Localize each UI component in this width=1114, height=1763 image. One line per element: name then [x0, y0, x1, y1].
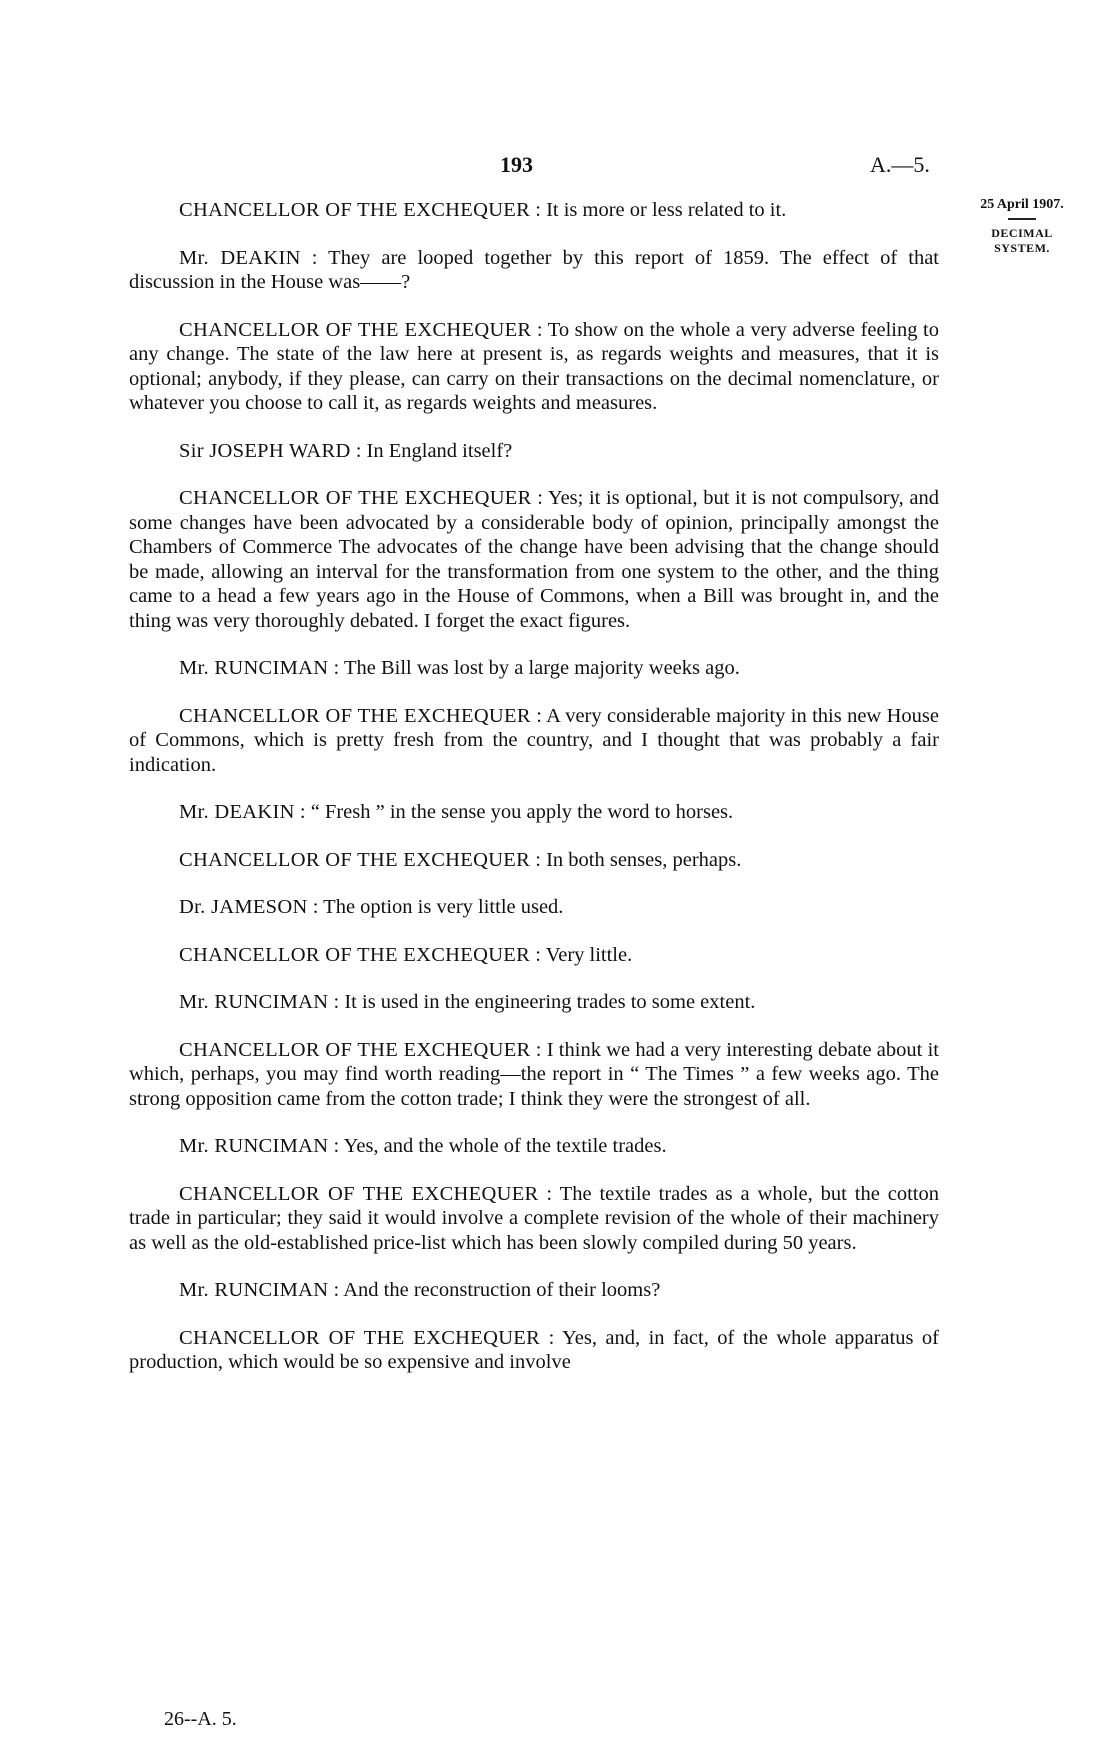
speech-text: A very considerable majority in this new House of Commons, which is pretty fresh from the country, and I thought that was probably a fair indication. — [129, 704, 939, 776]
speaker-name: Sir JOSEPH WARD — [179, 439, 351, 462]
speaker-name: Dr. JAMESON — [179, 896, 308, 918]
speaker-name: Mr. DEAKIN — [179, 801, 295, 823]
paragraph: CHANCELLOR OF THE EXCHEQUER : Yes, and, in fact, of the whole apparatus of production, which would be so expensive and involve — [129, 1326, 939, 1373]
margin-note — [952, 196, 1092, 256]
transcript-body — [129, 198, 939, 1375]
speaker-name: CHANCELLOR OF THE EXCHEQUER — [179, 318, 532, 341]
speech-text: In both senses, perhaps. — [546, 848, 742, 871]
printer-signature: 26--A. 5. — [164, 1708, 237, 1730]
speech-text: “ Fresh ” in the sense you apply the word to horses. — [310, 801, 734, 823]
speech-text: In England itself? — [366, 439, 513, 462]
paragraph: CHANCELLOR OF THE EXCHEQUER : A very considerable majority in this new House of Commons, which is pretty fresh from the country, and I thought that was probably a fair indication. — [129, 704, 939, 776]
speaker-name: CHANCELLOR OF THE EXCHEQUER — [179, 1326, 541, 1349]
speech-text: They are looped together by this report of 1859. The effect of that discussion in the House was——? — [129, 246, 940, 293]
speech-text: And the reconstruction of their looms? — [343, 1279, 661, 1301]
paragraph: CHANCELLOR OF THE EXCHEQUER : It is more or less related to it. — [179, 199, 787, 221]
speaker-name: CHANCELLOR OF THE EXCHEQUER — [179, 704, 531, 727]
margin-topic — [952, 226, 1092, 256]
paragraph: Mr. DEAKIN : “ Fresh ” in the sense you apply the word to horses. — [179, 801, 734, 823]
page-number: 193 — [500, 152, 533, 177]
margin-topic-line2: SYSTEM. — [994, 240, 1050, 255]
speech-text: The Bill was lost by a large majority weeks ago. — [343, 657, 740, 679]
speaker-name: CHANCELLOR OF THE EXCHEQUER — [179, 943, 531, 966]
speech-text: The textile trades as a whole, but the cotton trade in particular; they said it would involve a complete revision of the whole of their machinery as well as the old-established price-list which has been slowly compiled during 50 years. — [129, 1182, 939, 1254]
paragraph: CHANCELLOR OF THE EXCHEQUER : Yes; it is optional, but it is not compulsory, and some changes have been advocated by a considerable body of opinion, principally amongst the Chambers of Commerce The advocates of the change have been advising that the change should be made, allowing an interval for the transformation from one system to the other, and the thing came to a head a few years ago in the House of Commons, when a Bill was brought in, and the thing was very thoroughly debated. I forget the exact figures. — [129, 487, 939, 632]
speaker-name: CHANCELLOR OF THE EXCHEQUER — [179, 487, 532, 509]
speech-text: Yes; it is optional, but it is not compulsory, and some changes have been advocated by a considerable body of opinion, principally amongst the Chambers of Commerce The advocates of the change have been advising that the change should be made, allowing an interval for the transformation from one system to the other, and the thing came to a head a few years ago in the House of Commons, when a Bill was brought in, and the thing was very thoroughly debated. I forget the exact figures. — [129, 487, 939, 632]
speaker-name: CHANCELLOR OF THE EXCHEQUER — [179, 1182, 539, 1205]
speech-text: Yes, and the whole of the textile trades. — [343, 1135, 667, 1157]
paragraph: CHANCELLOR OF THE EXCHEQUER : Very little. — [179, 943, 633, 966]
paragraph: Mr. RUNCIMAN : The Bill was lost by a large majority weeks ago. — [179, 657, 740, 679]
paragraph: Mr. RUNCIMAN : And the reconstruction of their looms? — [179, 1279, 661, 1301]
margin-date: 25 April 1907. — [980, 197, 1064, 212]
speaker-name: Mr. RUNCIMAN — [179, 657, 329, 679]
speaker-name: CHANCELLOR OF THE EXCHEQUER — [179, 199, 531, 221]
speech-text: It is more or less related to it. — [546, 199, 787, 221]
speech-text: Very little. — [545, 943, 633, 966]
speech-text: I think we had a very interesting debate about it which, perhaps, you may find worth reading—the report in “ The Times ” a few weeks ago. The strong opposition came from the cotton trade; I think they were the strongest of all. — [129, 1038, 939, 1110]
paragraph: CHANCELLOR OF THE EXCHEQUER : In both senses, perhaps. — [179, 848, 742, 871]
speaker-name: CHANCELLOR OF THE EXCHEQUER — [179, 1038, 531, 1061]
speaker-name: Mr. DEAKIN — [179, 246, 301, 269]
paragraph: CHANCELLOR OF THE EXCHEQUER : To show on the whole a very adverse feeling to any change. The state of the law here at present is, as regards weights and measures, that it is optional; anybody, if they please, can carry on their transactions on the decimal nomenclature, or whatever you choose to call it, as regards weights and measures. — [129, 318, 939, 414]
speaker-name: Mr. RUNCIMAN — [179, 1135, 329, 1157]
speaker-name: Mr. RUNCIMAN — [179, 1279, 329, 1301]
series-code: A.—5. — [870, 152, 930, 177]
speech-text: Yes, and, in fact, of the whole apparatus of production, which would be so expensive and involve — [129, 1326, 939, 1373]
paragraph: CHANCELLOR OF THE EXCHEQUER : The textile trades as a whole, but the cotton trade in particular; they said it would involve a complete revision of the whole of their machinery as well as the old-established price-list which has been slowly compiled during 50 years. — [129, 1182, 939, 1254]
paragraph: Mr. RUNCIMAN : It is used in the engineering trades to some extent. — [179, 991, 756, 1013]
speaker-name: Mr. RUNCIMAN — [179, 991, 329, 1013]
speech-text: The option is very little used. — [323, 896, 564, 918]
speech-text: It is used in the engineering trades to some extent. — [344, 991, 756, 1013]
speaker-name: CHANCELLOR OF THE EXCHEQUER — [179, 848, 531, 871]
paragraph: Mr. DEAKIN : They are looped together by this report of 1859. The effect of that discussion in the House was——? — [129, 246, 940, 293]
paragraph: CHANCELLOR OF THE EXCHEQUER : I think we had a very interesting debate about it which, perhaps, you may find worth reading—the report in “ The Times ” a few weeks ago. The strong opposition came from the cotton trade; I think they were the strongest of all. — [129, 1038, 939, 1110]
paragraph: Dr. JAMESON : The option is very little used. — [179, 896, 564, 918]
margin-topic-line1: DECIMAL — [991, 225, 1053, 240]
paragraph: Mr. RUNCIMAN : Yes, and the whole of the textile trades. — [179, 1135, 667, 1157]
margin-rule — [1008, 218, 1036, 220]
paragraph: Sir JOSEPH WARD : In England itself? — [179, 439, 513, 462]
speech-text: To show on the whole a very adverse feeling to any change. The state of the law here at present is, as regards weights and measures, that it is optional; anybody, if they please, can carry on their transactions on the decimal nomenclature, or whatever you choose to call it, as regards weights and measures. — [129, 318, 939, 414]
